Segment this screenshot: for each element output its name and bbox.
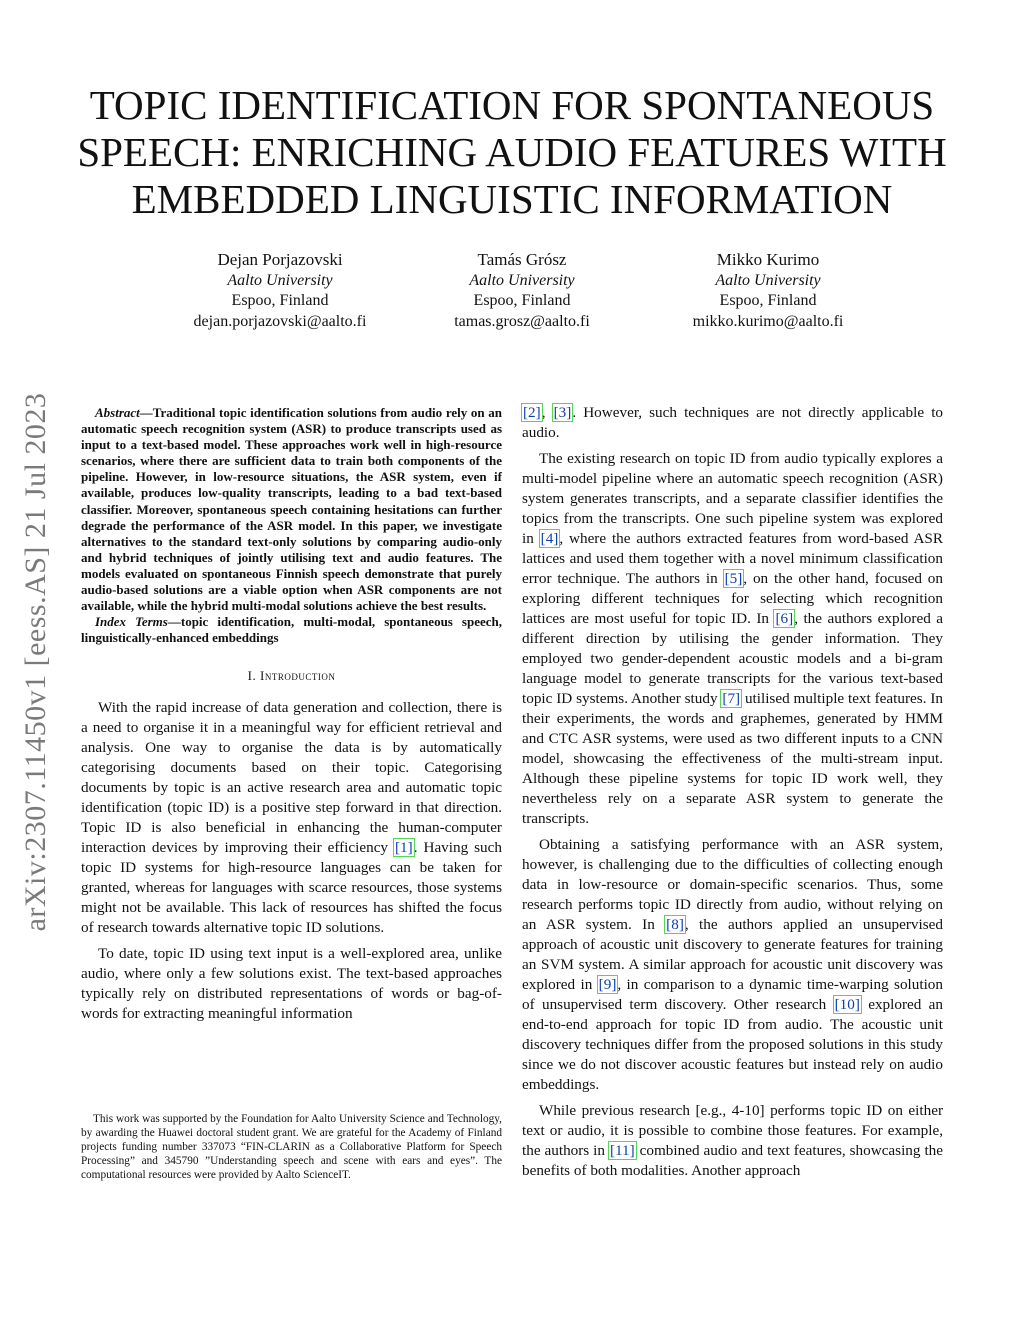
abstract-label: Abstract— <box>95 405 153 420</box>
author-location: Espoo, Finland <box>231 292 329 309</box>
right-p2-text-b: , the authors applied an unsupervised approach of acoustic unit discovery to generate features for training an SVM system. A similar approach for acoustic unit discovery was explored in <box>522 916 943 993</box>
author-name: Tamás Grósz <box>477 250 567 269</box>
arxiv-identifier-stamp: arXiv:2307.11450v1 [eess.AS] 21 Jul 2023 <box>19 392 52 932</box>
citation-4[interactable]: [4] <box>540 530 559 547</box>
right-p0-text-a: , <box>541 404 553 421</box>
citation-10[interactable]: [10] <box>834 996 860 1013</box>
author-location: Espoo, Finland <box>719 292 817 309</box>
left-column <box>81 405 502 1024</box>
author-affiliation: Aalto University <box>227 271 333 289</box>
index-terms-text: topic identification, multi-modal, spontaneous speech, linguistically-enhanced embeddings <box>81 614 502 646</box>
funding-footnote: This work was supported by the Foundation for Aalto University Science and Technology, by awarding the Huawei doctoral student grant. We are grateful for the Academy of Finland projects funding number 337073 “FIN-CLARIN as a Collaborative Platform for Speech Processing” and 345790 ”Understanding speech and scene with ears and eyes”. The computational resources were provided by Aalto ScienceIT. <box>81 1113 502 1181</box>
citation-11[interactable]: [11] <box>609 1142 635 1159</box>
author-email[interactable]: tamas.grosz@aalto.fi <box>454 312 590 330</box>
author-block-1 <box>155 250 405 332</box>
index-terms <box>81 614 502 646</box>
intro-p1-text-b: . Having such topic ID systems for high-resource languages can be taken for granted, whereas for languages with scarce resources, those systems might not be available. This lack of resources has shifted the focus of research towards alternative topic ID solutions. <box>81 839 502 937</box>
right-paragraph-1 <box>522 449 943 829</box>
right-paragraph-3 <box>522 1101 943 1181</box>
abstract <box>81 405 502 614</box>
citation-8[interactable]: [8] <box>666 916 684 933</box>
author-affiliation: Aalto University <box>715 271 821 289</box>
title-line-3: EMBEDDED LINGUISTIC INFORMATION <box>131 176 893 222</box>
right-p2-text-a: Obtaining a satisfying performance with an ASR system, however, is challenging due to the difficulties of collecting enough data in low-resource or domain-specific scenarios. Thus, some research performs topic ID directly from audio, without relying on an ASR system. In <box>522 836 943 933</box>
citation-2[interactable]: [2] <box>523 404 541 421</box>
author-affiliation: Aalto University <box>469 271 575 289</box>
right-paragraph-2 <box>522 835 943 1095</box>
author-name: Mikko Kurimo <box>716 250 820 269</box>
right-p1-text-a: The existing research on topic ID from audio typically explores a multi-model pipeline where an automatic speech recognition (ASR) system generates transcripts, and a separate classifier identifies the topics from the transcripts. One such pipeline system was explored in <box>522 450 943 547</box>
citation-3[interactable]: [3] <box>553 404 572 421</box>
section-title: Introduction <box>260 668 336 684</box>
intro-paragraph-2 <box>81 944 502 1024</box>
abstract-text: Traditional topic identification solutions from audio rely on an automatic speech recognition system (ASR) to produce transcripts used as input to a text-based model. These approaches work well in high-resource scenarios, where there are sufficient data to train both components of the pipeline. However, in low-resource situations, the ASR system, even if available, produces low-quality transcripts, leading to a bad text-based classifier. Moreover, spontaneous speech containing hesitations can further degrade the performance of the ASR model. In this paper, we investigate alternatives to the standard text-only solutions by comparing audio-only and hybrid techniques of jointly utilising text and audio features. The models evaluated on spontaneous Finnish speech demonstrate that purely audio-based solutions are a viable option when ASR components are not available, while the hybrid multi-modal solutions achieve the best results. <box>81 405 502 614</box>
right-p1-text-b: , where the authors extracted features from word-based ASR lattices and used them together with a novel minimum classification error technique. The authors in <box>522 530 943 587</box>
author-location: Espoo, Finland <box>473 292 571 309</box>
citation-9[interactable]: [9] <box>598 976 617 993</box>
right-p1-text-c: , on the other hand, focused on exploring different techniques for selecting which recognition lattices are most useful for topic ID. In <box>522 570 943 627</box>
right-p3-text-a: While previous research [e.g., 4-10] performs topic ID on either text or audio, it is possible to combine those features. For example, the authors in <box>522 1102 943 1159</box>
intro-paragraph-1 <box>81 698 502 938</box>
title-line-1: TOPIC IDENTIFICATION FOR SPONTANEOUS <box>89 82 935 128</box>
right-p0-text-b: . However, such techniques are not directly applicable to audio. <box>522 404 944 441</box>
right-p2-text-c: , in comparison to a dynamic time-warping solution of unsupervised term discovery. Other research <box>522 976 943 1013</box>
index-terms-label: Index Terms— <box>95 614 181 630</box>
citation-1[interactable]: [1] <box>395 839 413 857</box>
intro-p2-text: To date, topic ID using text input is a well-explored area, unlike audio, where only a few solutions exist. The text-based approaches typically rely on distributed representations of words or bag-of-words for extracting meaningful information <box>81 945 502 1023</box>
section-heading-introduction <box>81 666 502 686</box>
author-block-3 <box>643 250 893 332</box>
citation-6[interactable]: [6] <box>775 610 794 627</box>
citation-5[interactable]: [5] <box>724 570 743 587</box>
author-email[interactable]: dejan.porjazovski@aalto.fi <box>193 312 367 330</box>
right-column <box>522 403 943 1181</box>
right-p1-text-d: , the authors explored a different direction by utilising the gender information. They employed two gender-dependent acoustic models and a bi-gram language model to generate transcripts for the various text-based topic ID systems. Another study <box>522 610 943 707</box>
right-p3-text-b: combined audio and text features, showcasing the benefits of both modalities. Another approach <box>522 1142 943 1179</box>
right-p1-text-e: utilised multiple text features. In their experiments, the words and graphemes, generated by HMM and CTC ASR systems, were used as two different inputs to a CNN model, showcasing the effectiveness of the multi-stream input. Although these pipeline systems for topic ID work well, they nevertheless rely on a separate ASR system to generate the transcripts. <box>522 690 943 827</box>
paper-title <box>60 82 964 223</box>
author-email[interactable]: mikko.kurimo@aalto.fi <box>692 312 844 330</box>
right-paragraph-0 <box>522 403 943 443</box>
author-block-2 <box>397 250 647 332</box>
title-line-2: SPEECH: ENRICHING AUDIO FEATURES WITH <box>77 129 947 175</box>
author-name: Dejan Porjazovski <box>217 250 343 269</box>
citation-7[interactable]: [7] <box>722 690 741 707</box>
intro-p1-text-a: With the rapid increase of data generation and collection, there is a need to organise it in a meaningful way for efficient retrieval and analysis. One way to organise the data is by automatically categorising documents based on their topic. Categorising documents by topic is an active research area and automatic topic identification (topic ID) is a positive step forward in that direction. Topic ID is also beneficial in enhancing the human-computer interaction devices by improving their efficiency <box>81 699 502 857</box>
right-p2-text-d: explored an end-to-end approach for topic ID from audio. The acoustic unit discovery techniques differ from the proposed solutions in this study since we do not discover acoustic features but instead rely on audio embeddings. <box>522 996 943 1093</box>
section-number: I. <box>247 668 257 684</box>
